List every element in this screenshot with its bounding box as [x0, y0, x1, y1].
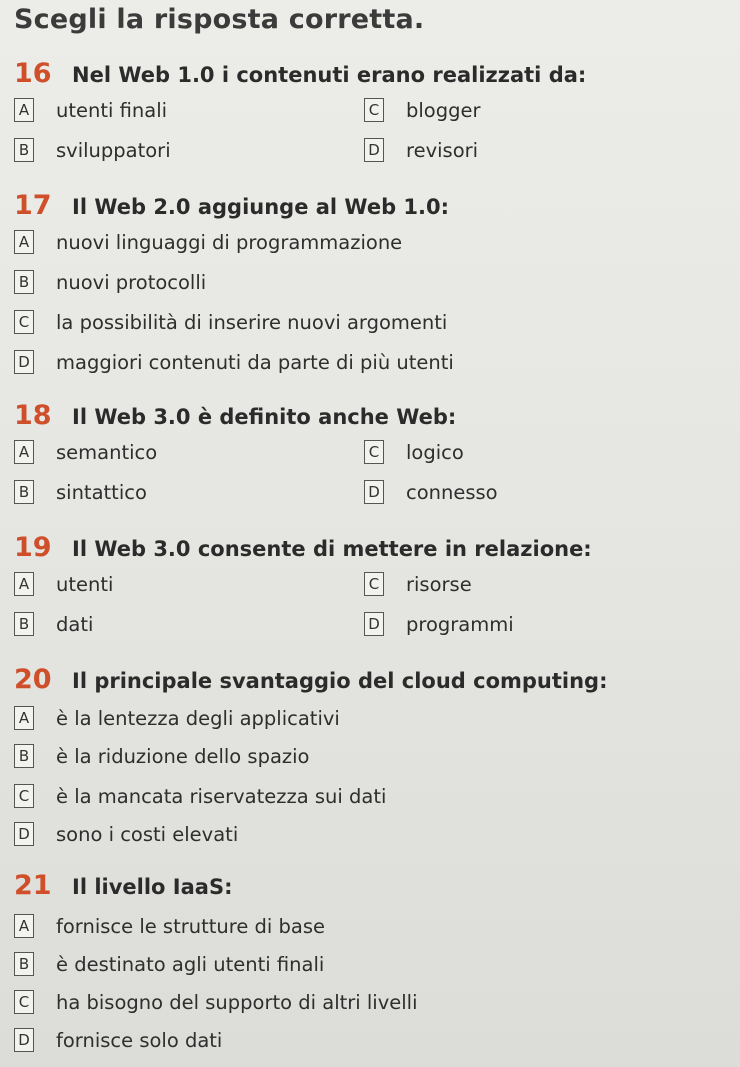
- option-letter-box: B: [14, 612, 34, 636]
- option-letter-box: C: [14, 990, 34, 1014]
- option-text: risorse: [406, 572, 472, 596]
- option-letter-box: A: [14, 230, 34, 254]
- option-text: semantico: [56, 440, 158, 464]
- option-letter-box: C: [364, 98, 384, 122]
- question-number: 19: [14, 532, 52, 563]
- option-text: maggiori contenuti da parte di più utenti: [56, 350, 454, 374]
- option-letter-box: C: [364, 440, 384, 464]
- option-letter-box: A: [14, 440, 34, 464]
- question-16: [14, 58, 724, 174]
- question-number: 18: [14, 400, 52, 431]
- option-b[interactable]: [14, 950, 324, 978]
- question-text: Il Web 3.0 è definito anche Web:: [72, 405, 457, 429]
- question-20: [14, 664, 724, 860]
- option-b[interactable]: [14, 268, 206, 296]
- option-d[interactable]: [14, 1026, 222, 1054]
- question-text: Il principale svantaggio del cloud computing:: [72, 669, 608, 693]
- option-text: utenti finali: [56, 98, 168, 122]
- option-text: è la mancata riservatezza sui dati: [56, 784, 387, 808]
- option-text: la possibilità di inserire nuovi argomenti: [56, 310, 448, 334]
- option-b[interactable]: [14, 136, 171, 164]
- option-c[interactable]: [364, 96, 481, 124]
- option-letter-box: A: [14, 572, 34, 596]
- option-letter-box: B: [14, 744, 34, 768]
- option-c[interactable]: [364, 438, 464, 466]
- question-19: [14, 532, 724, 648]
- option-letter-box: D: [14, 822, 34, 846]
- option-letter-box: C: [364, 572, 384, 596]
- option-letter-box: B: [14, 952, 34, 976]
- page-heading: Scegli la risposta corretta.: [14, 4, 425, 35]
- option-a[interactable]: [14, 96, 167, 124]
- option-d[interactable]: [364, 478, 498, 506]
- option-text: utenti: [56, 572, 114, 596]
- option-d[interactable]: [14, 348, 454, 376]
- question-number: 17: [14, 190, 52, 221]
- option-letter-box: B: [14, 270, 34, 294]
- option-c[interactable]: [14, 988, 418, 1016]
- option-text: ha bisogno del supporto di altri livelli: [56, 990, 418, 1014]
- option-text: programmi: [406, 612, 514, 636]
- option-c[interactable]: [14, 782, 386, 810]
- option-a[interactable]: [14, 228, 402, 256]
- question-text: Il Web 3.0 consente di mettere in relazione:: [72, 537, 592, 561]
- option-text: fornisce solo dati: [56, 1028, 223, 1052]
- question-number: 20: [14, 664, 52, 695]
- option-letter-box: D: [14, 1028, 34, 1052]
- option-text: nuovi protocolli: [56, 270, 207, 294]
- option-text: sono i costi elevati: [56, 822, 239, 846]
- option-c[interactable]: [14, 308, 447, 336]
- option-text: connesso: [406, 480, 498, 504]
- option-d[interactable]: [14, 820, 238, 848]
- option-text: dati: [56, 612, 94, 636]
- option-letter-box: C: [14, 784, 34, 808]
- option-d[interactable]: [364, 136, 478, 164]
- option-text: è la lentezza degli applicativi: [56, 706, 340, 730]
- option-text: nuovi linguaggi di programmazione: [56, 230, 403, 254]
- question-number: 21: [14, 870, 52, 901]
- question-text: Il Web 2.0 aggiunge al Web 1.0:: [72, 195, 450, 219]
- option-text: è destinato agli utenti finali: [56, 952, 325, 976]
- option-b[interactable]: [14, 742, 309, 770]
- option-a[interactable]: [14, 704, 340, 732]
- option-text: è la riduzione dello spazio: [56, 744, 310, 768]
- option-a[interactable]: [14, 570, 113, 598]
- option-letter-box: A: [14, 706, 34, 730]
- option-letter-box: B: [14, 480, 34, 504]
- question-number: 16: [14, 58, 52, 89]
- question-18: [14, 400, 724, 516]
- option-letter-box: D: [364, 612, 384, 636]
- option-b[interactable]: [14, 610, 93, 638]
- option-a[interactable]: [14, 438, 157, 466]
- option-b[interactable]: [14, 478, 147, 506]
- question-text: Il livello IaaS:: [72, 875, 233, 899]
- option-c[interactable]: [364, 570, 472, 598]
- option-letter-box: A: [14, 98, 34, 122]
- question-text: Nel Web 1.0 i contenuti erano realizzati da:: [72, 63, 587, 87]
- option-letter-box: B: [14, 138, 34, 162]
- question-21: [14, 870, 724, 1066]
- option-letter-box: D: [364, 480, 384, 504]
- question-17: [14, 190, 724, 386]
- option-letter-box: C: [14, 310, 34, 334]
- option-text: fornisce le strutture di base: [56, 914, 326, 938]
- option-d[interactable]: [364, 610, 514, 638]
- option-text: logico: [406, 440, 464, 464]
- option-letter-box: D: [14, 350, 34, 374]
- option-text: sviluppatori: [56, 138, 171, 162]
- option-text: sintattico: [56, 480, 147, 504]
- option-text: revisori: [406, 138, 479, 162]
- option-letter-box: A: [14, 914, 34, 938]
- option-letter-box: D: [364, 138, 384, 162]
- option-text: blogger: [406, 98, 481, 122]
- option-a[interactable]: [14, 912, 325, 940]
